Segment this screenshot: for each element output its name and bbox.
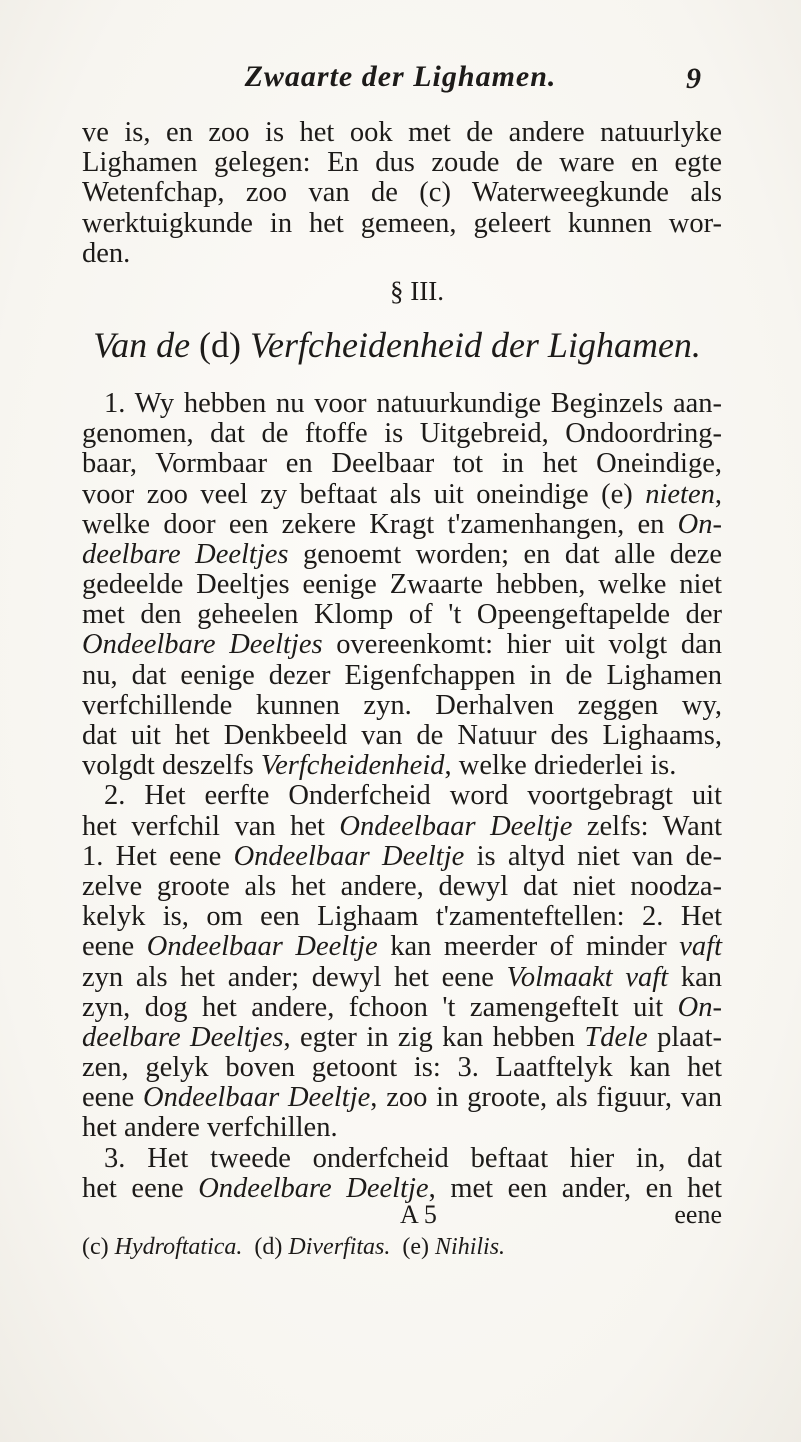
footnote-ref: (d) <box>199 324 242 365</box>
text-run: , met een ander, en het <box>428 1172 722 1204</box>
heading-part: Verfcheidenheid der Lighamen. <box>241 324 701 365</box>
text-run: welke door een zekere Kragt t'zamenhangen, en <box>82 508 678 540</box>
text-line <box>82 812 722 842</box>
text-line <box>82 932 722 962</box>
text-line: werktuigkunde in het gemeen, geleert kunnen wor- <box>82 207 722 239</box>
running-title: Zwaarte der Lighamen. <box>244 60 557 93</box>
text-run: eene <box>82 931 147 963</box>
text-run: , welke driederlei is. <box>444 750 677 782</box>
text-run: zyn, dog het andere, fchoon 't zamengefteIt uit <box>82 991 678 1023</box>
italic-run: deelbare Deeltjes <box>82 538 289 570</box>
text-line: 1. Wy hebben nu voor natuurkundige Beginzels aan- <box>104 387 722 419</box>
italic-run: Ondeelbare Deeltjes <box>82 629 323 661</box>
text-run: zyn als het ander; dewyl het eene <box>82 961 507 993</box>
text-line: 3. Het tweede onderfcheid beftaat hier in, dat <box>104 1142 722 1174</box>
italic-run: Tdele <box>584 1021 648 1053</box>
text-run: zelfs: Want <box>572 810 723 842</box>
italic-run: Ondeelbaar Deeltje <box>233 840 465 872</box>
text-line: ve is, en zoo is het ook met de andere natuurlyke <box>82 117 722 148</box>
text-line <box>82 630 722 660</box>
italic-run: Ondeelbaar Deeltje <box>146 931 378 963</box>
italic-run: Verfcheidenheid <box>260 750 445 782</box>
italic-run: Ondeelbaar Deeltje <box>339 810 573 842</box>
italic-run: On- <box>677 508 722 540</box>
text-line <box>82 510 722 540</box>
italic-run: Ondeelbare Deeltje <box>198 1172 429 1204</box>
body-text <box>82 118 722 1262</box>
footnote-label: (e) <box>402 1234 436 1260</box>
text-run: kan <box>668 961 722 993</box>
text-line: zelve groote als het andere, dewyl dat niet noodza- <box>82 870 722 902</box>
text-line: Wetenfchap, zoo van de (c) Waterweegkunde als <box>82 177 722 209</box>
text-run: , zoo in groote, als figuur, van <box>370 1082 722 1114</box>
text-line <box>82 751 722 781</box>
text-line: den. <box>82 237 131 269</box>
text-run: 1. Het eene <box>82 840 234 872</box>
text-run: kan meerder of minder <box>377 931 680 963</box>
text-line: het andere verfchillen. <box>82 1112 338 1144</box>
text-run: het eene <box>82 1172 199 1204</box>
footnote-label: (c) <box>82 1234 115 1260</box>
text-line: genomen, dat de ftoffe is Uitgebreid, Ondoordring- <box>82 418 722 450</box>
page-header <box>0 60 801 100</box>
signature-mark: A 5 <box>400 1200 437 1229</box>
text-run: volgdt deszelfs <box>82 750 261 782</box>
text-line: 2. Het eerfte Onderfcheid word voortgebragt uit <box>104 780 722 812</box>
footnote-d: Diverfitas. <box>288 1234 391 1260</box>
italic-run: vaft <box>679 931 723 963</box>
catchword: eene <box>674 1200 722 1229</box>
text-line <box>82 1023 722 1053</box>
italic-run: On- <box>677 991 722 1023</box>
page-number: 9 <box>686 62 701 95</box>
section-heading <box>82 313 722 389</box>
text-run: voor zoo veel zy beftaat als uit oneindige (e) <box>82 478 646 510</box>
text-run: is altyd niet van de- <box>464 840 722 872</box>
text-line: dat uit het Denkbeeld van de Natuur des Lighaams, <box>82 720 722 751</box>
signature-line <box>82 1200 722 1232</box>
footnote-e: Nihilis. <box>435 1234 506 1260</box>
heading-part: Van de <box>93 324 200 365</box>
text-line: baar, Vormbaar en Deelbaar tot in het Oneindige, <box>82 448 722 480</box>
text-run: genoemt worden; en dat alle deze <box>288 538 722 570</box>
text-line: zen, gelyk boven getoont is: 3. Laatftelyk kan het <box>82 1052 722 1084</box>
text-line <box>82 540 722 570</box>
text-line: verfchillende kunnen zyn. Derhalven zeggen wy, <box>82 689 722 721</box>
italic-run: Ondeelbaar Deeltje <box>143 1082 371 1114</box>
footnotes <box>82 1232 722 1262</box>
text-line: met den geheelen Klomp of 't Opeengeftapelde der <box>82 599 722 631</box>
italic-run: deelbare Deeltjes <box>82 1021 284 1053</box>
text-line <box>82 993 722 1023</box>
text-run: eene <box>82 1082 144 1114</box>
section-number: § III. <box>390 275 444 306</box>
text-run: , <box>714 478 722 510</box>
text-line <box>82 842 722 872</box>
text-run: plaat- <box>647 1021 722 1053</box>
text-run: het verfchil van het <box>82 810 340 842</box>
text-line: gedeelde Deeltjes eenige Zwaarte hebben, welke niet <box>82 569 722 601</box>
text-line <box>82 480 722 510</box>
italic-run: Volmaakt vaft <box>506 961 669 993</box>
text-line <box>82 963 722 993</box>
text-run: , egter in zig kan hebben <box>283 1021 585 1053</box>
text-line: nu, dat eenige dezer Eigenfchappen in de Lighamen <box>82 659 722 691</box>
text-line <box>82 1083 722 1113</box>
footnote-c: Hydroftatica. <box>114 1234 243 1260</box>
text-line: kelyk is, om een Lighaam t'zamenteftellen: 2. Het <box>82 901 722 933</box>
footnote-label: (d) <box>254 1234 289 1260</box>
text-line: Lighamen gelegen: En dus zoude de ware en egte <box>82 147 722 179</box>
text-run: overeenkomt: hier uit volgt dan <box>322 629 722 661</box>
italic-run: nieten <box>645 478 715 510</box>
